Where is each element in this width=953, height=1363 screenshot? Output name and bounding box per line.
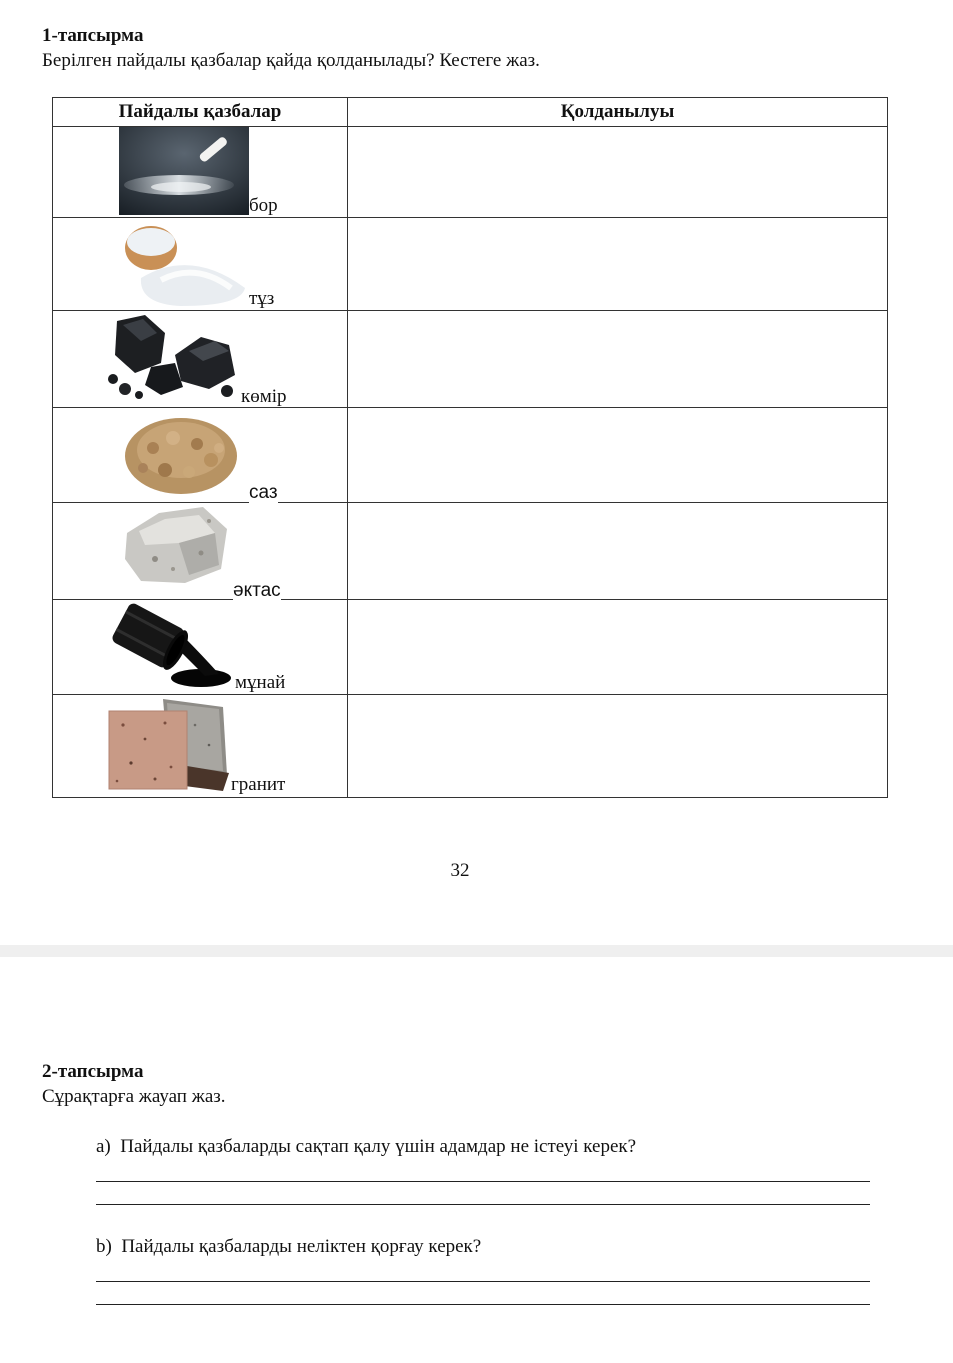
header-usage: Қолданылуы — [348, 98, 888, 127]
table-row — [53, 503, 888, 600]
mineral-cell-granite — [53, 695, 348, 798]
question-a — [96, 1136, 636, 1158]
mineral-label-salt: тұз — [249, 288, 275, 309]
mineral-label-coal: көмір — [241, 386, 287, 407]
question-b-marker: b) — [96, 1236, 112, 1257]
mineral-cell-salt — [53, 218, 348, 311]
mineral-cell-oil — [53, 600, 348, 695]
question-a-text: Пайдалы қазбаларды сақтап қалу үшін адамдар не істеуі керек? — [120, 1136, 637, 1157]
answer-line-a2[interactable] — [96, 1204, 870, 1205]
clay-image — [123, 408, 239, 500]
page-number: 32 — [450, 860, 470, 881]
table-row — [53, 218, 888, 311]
table-row — [53, 600, 888, 695]
coal-image — [105, 311, 245, 405]
usage-answer-cell[interactable] — [348, 408, 888, 503]
mineral-cell-coal — [53, 311, 348, 408]
mineral-label-oil: мұнай — [235, 672, 286, 693]
limestone-image — [119, 503, 235, 587]
question-b — [96, 1236, 481, 1258]
worksheet-page-2 — [0, 957, 953, 1363]
minerals-table — [52, 97, 888, 798]
mineral-cell-chalk — [53, 127, 348, 218]
task1-instruction: Берілген пайдалы қазбалар қайда қолданылады? Кестеге жаз. — [42, 50, 540, 71]
granite-image — [105, 695, 231, 793]
header-minerals: Пайдалы қазбалар — [53, 98, 348, 127]
page-separator — [0, 945, 953, 957]
answer-line-a1[interactable] — [96, 1181, 870, 1182]
task2-instruction: Сұрақтарға жауап жаз. — [42, 1086, 226, 1107]
mineral-label-chalk: бор — [249, 195, 278, 216]
usage-answer-cell[interactable] — [348, 503, 888, 600]
usage-answer-cell[interactable] — [348, 311, 888, 408]
table-header-row — [53, 98, 888, 127]
answer-line-b2[interactable] — [96, 1304, 870, 1305]
mineral-label-limestone: әктас — [233, 580, 281, 601]
usage-answer-cell[interactable] — [348, 695, 888, 798]
question-b-text: Пайдалы қазбаларды неліктен қорғау керек? — [121, 1236, 482, 1257]
mineral-cell-clay — [53, 408, 348, 503]
table-row — [53, 127, 888, 218]
salt-image — [121, 218, 249, 306]
table-row — [53, 311, 888, 408]
usage-answer-cell[interactable] — [348, 218, 888, 311]
usage-answer-cell[interactable] — [348, 600, 888, 695]
answer-line-b1[interactable] — [96, 1281, 870, 1282]
table-row — [53, 408, 888, 503]
mineral-cell-limestone — [53, 503, 348, 600]
question-a-marker: a) — [96, 1136, 111, 1157]
mineral-label-granite: гранит — [231, 774, 286, 795]
task1-title: 1-тапсырма — [42, 25, 144, 46]
task2-title: 2-тапсырма — [42, 1061, 144, 1082]
chalk-image — [119, 127, 249, 215]
mineral-label-clay: саз — [249, 482, 278, 503]
usage-answer-cell[interactable] — [348, 127, 888, 218]
table-row — [53, 695, 888, 798]
oil-barrel-image — [109, 600, 233, 688]
